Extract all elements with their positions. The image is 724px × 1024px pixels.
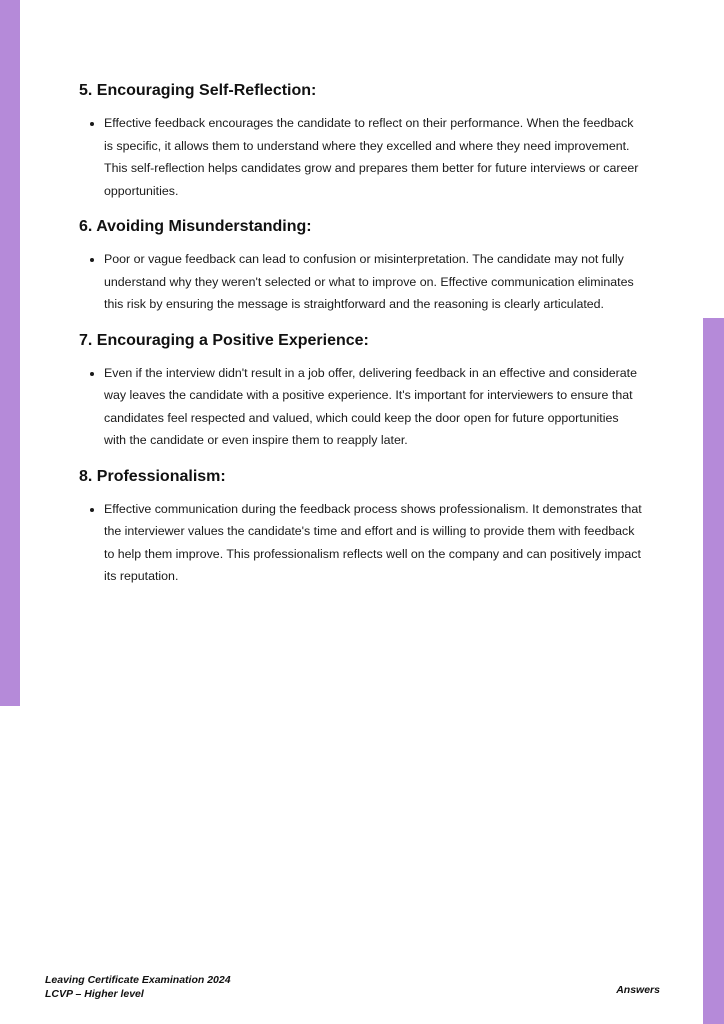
- section-encouraging-self-reflection: [79, 80, 644, 202]
- bullet-item: • Poor or vague feedback can lead to confusion or misinterpretation. The candidate may not fully understand why they weren't selected or what to improve on. Effective communication eliminates this risk by ensuring the message is straightforward and the reasoning is clearly articulated.: [104, 248, 644, 316]
- footer-answers-label: Answers: [616, 984, 660, 996]
- section-heading: 7. Encouraging a Positive Experience:: [79, 331, 369, 349]
- bullet-item: • Effective feedback encourages the candidate to reflect on their performance. When the feedback is specific, it allows them to understand where they excelled and where they need improvement. This self-reflection helps candidates grow and prepares them better for future interviews or career opportunities.: [104, 112, 644, 202]
- left-accent-bar: [0, 0, 20, 706]
- right-accent-bar: [703, 318, 724, 1024]
- bullet-list: [79, 112, 644, 202]
- footer-exam-info: [45, 973, 231, 1001]
- section-heading: 5. Encouraging Self-Reflection:: [79, 82, 317, 99]
- bullet-item: • Effective communication during the feedback process shows professionalism. It demonstrates that the interviewer values the candidate's time and effort and is willing to provide them with feedback to help them improve. This professionalism reflects well on the company and can positively impact its reputation.: [104, 498, 644, 588]
- page-content: [79, 80, 644, 602]
- section-professionalism: [79, 466, 644, 588]
- section-positive-experience: [79, 330, 644, 452]
- bullet-item: • Even if the interview didn't result in a job offer, delivering feedback in an effective and considerate way leaves the candidate with a positive experience. It's important for interviewers to ensure that candidates feel respected and valued, which could keep the door open for future opportunities with the candidate or even inspire them to reapply later.: [104, 362, 644, 452]
- footer-exam-line: Leaving Certificate Examination 2024: [45, 974, 231, 986]
- section-avoiding-misunderstanding: [79, 216, 644, 316]
- footer-level-line: LCVP – Higher level: [45, 988, 144, 1000]
- section-heading: 8. Professionalism:: [79, 467, 226, 485]
- bullet-list: [79, 362, 644, 452]
- bullet-list: [79, 498, 644, 588]
- bullet-list: [79, 248, 644, 316]
- section-heading: 6. Avoiding Misunderstanding:: [79, 218, 312, 235]
